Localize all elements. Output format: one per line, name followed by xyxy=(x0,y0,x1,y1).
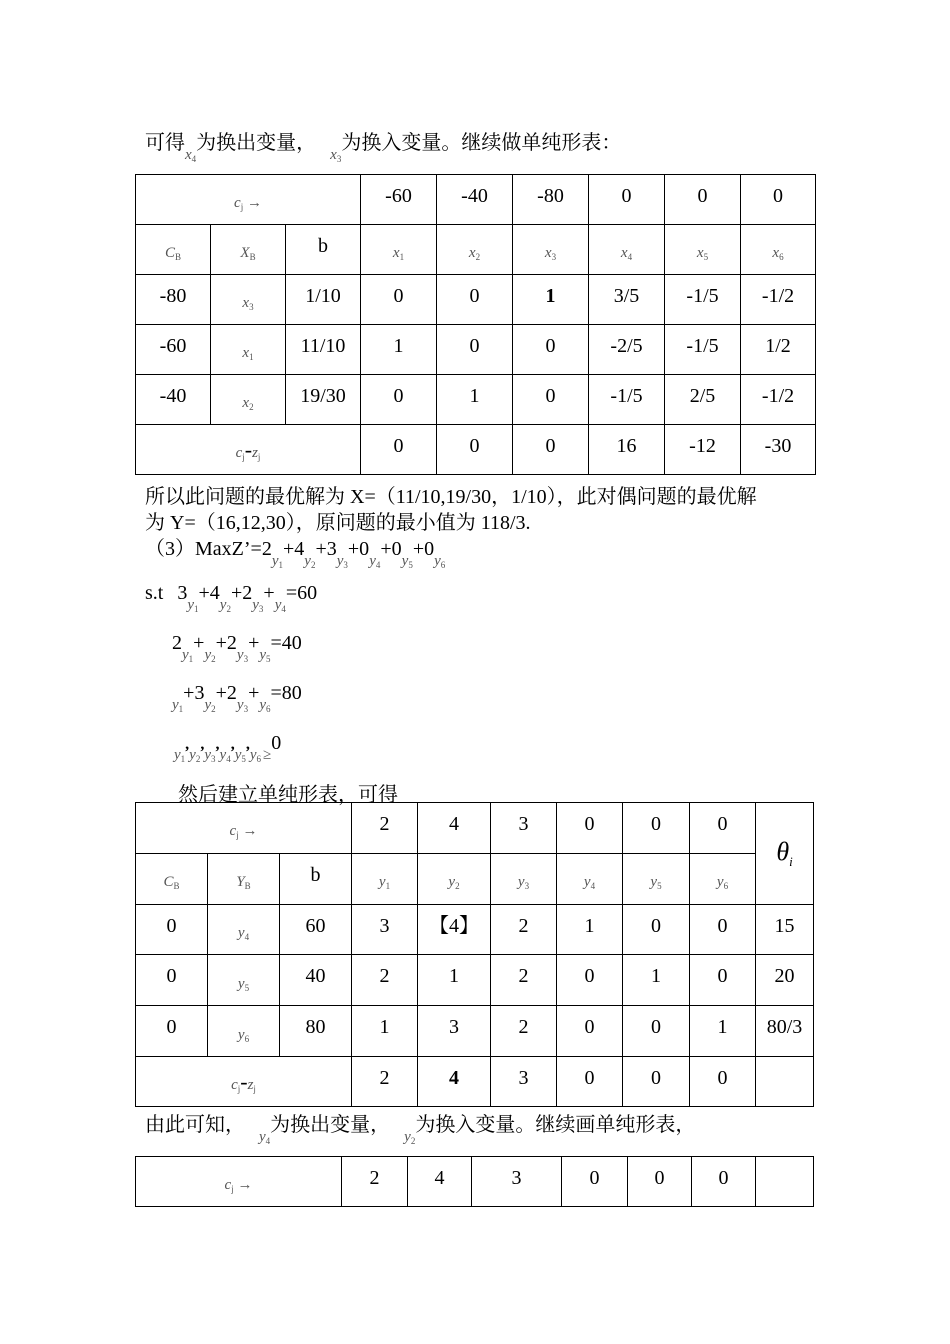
leaving-var: x4 xyxy=(185,147,197,164)
nonnegativity: $_{y_1},_{y_2},_{y_3},_{y_4},_{y_5},_{y_6}$ $_\ge$0 xyxy=(174,732,282,764)
leaving-var: y4 xyxy=(259,1129,271,1146)
cb-header: $C_B$ xyxy=(136,225,211,275)
reduced-cost-row: $c_j-z_j$ 0 0 0 16 -12 -30 xyxy=(136,425,816,475)
theta-header: $\theta_i$ xyxy=(756,803,814,905)
yb-header: $Y_B$ xyxy=(208,854,280,905)
cj-label: $c_j$ → xyxy=(136,803,352,854)
pivot-cell: 1 xyxy=(513,275,589,325)
intro-line: 可得$_{x_4}$为换出变量，$_{x_3}$为换入变量。继续做单纯形表： xyxy=(145,132,622,164)
conclusion-line-2: 为 Y=（16,12,30），原问题的最小值为 118/3. xyxy=(145,512,531,534)
theta-value: 15 xyxy=(756,905,814,955)
basis-var: $x_1$ xyxy=(211,325,286,375)
basis-var: $y_5$ xyxy=(208,955,280,1006)
table-row: -40 $x_2$ 19/30 0 1 0 -1/5 2/5 -1/2 xyxy=(136,375,816,425)
cj-value: -80 xyxy=(513,175,589,225)
reduced-cost-row: $c_j-z_j$ 2 4 3 0 0 0 xyxy=(136,1057,814,1107)
theta-value: 80/3 xyxy=(756,1006,814,1057)
basis-var: $y_6$ xyxy=(208,1006,280,1057)
next-step-line: 由此可知，$_{y_4}$为换出变量，$_{y_2}$为换入变量。继续画单纯形表， xyxy=(145,1114,696,1146)
var-header: $y_1$ xyxy=(352,854,418,905)
conclusion-line-1: 所以此问题的最优解为 X=（11/10,19/30，1/10），此对偶问题的最优解 xyxy=(145,486,757,508)
cj-zj-label: $c_j-z_j$ xyxy=(136,425,361,475)
constraint-2: $2_{y_1}+_{y_2}+2_{y_3}+_{y_5}=40$ xyxy=(172,632,302,664)
cj-value: 0 xyxy=(665,175,741,225)
var-header: $y_4$ xyxy=(557,854,623,905)
theta-value: 20 xyxy=(756,955,814,1006)
cb-header: $C_B$ xyxy=(136,854,208,905)
basis-var: $y_4$ xyxy=(208,905,280,955)
basis-var: $x_3$ xyxy=(211,275,286,325)
constraint-3: $_{y_1}+3_{y_2}+2_{y_3}+_{y_6}=80$ xyxy=(172,682,302,714)
var-header: $y_6$ xyxy=(690,854,756,905)
xb-header: $X_B$ xyxy=(211,225,286,275)
var-header: $x_5$ xyxy=(665,225,741,275)
pivot-cell: 【4】 xyxy=(418,905,491,955)
cj-label: $c_j$ → xyxy=(136,175,361,225)
b-header: b xyxy=(286,225,361,275)
constraint-1: s.t $3_{y_1}+4_{y_2}+2_{y_3}+_{y_4}=60$ xyxy=(145,582,318,614)
table-row: 0 $y_6$ 80 1 3 2 0 0 1 80/3 xyxy=(136,1006,814,1057)
cj-value: -40 xyxy=(437,175,513,225)
table-row: 0 $y_5$ 40 2 1 2 0 1 0 20 xyxy=(136,955,814,1006)
simplex-table-1 xyxy=(135,174,816,475)
cj-label: $c_j$ → xyxy=(136,1157,342,1207)
cj-value: 0 xyxy=(589,175,665,225)
var-header: $y_5$ xyxy=(623,854,690,905)
then-text: 然后建立单纯形表，可得 xyxy=(178,784,398,806)
var-header: $x_2$ xyxy=(437,225,513,275)
var-header: $x_4$ xyxy=(589,225,665,275)
simplex-table-3: $c_j$ → 2 4 3 0 0 0 xyxy=(135,1156,814,1207)
b-header: b xyxy=(280,854,352,905)
entering-var: x3 xyxy=(330,147,342,164)
var-header: $x_6$ xyxy=(741,225,816,275)
cj-value: -60 xyxy=(361,175,437,225)
cj-zj-label: $c_j-z_j$ xyxy=(136,1057,352,1107)
table-row: 0 $y_4$ 60 3 【4】 2 1 0 0 15 xyxy=(136,905,814,955)
var-header: $x_3$ xyxy=(513,225,589,275)
basis-var: $x_2$ xyxy=(211,375,286,425)
objective-function: $(3)MaxZ’=2_{y_1}+4_{y_2}+3_{y_3}+0_{y_4}+0_{y_5}+0_{y_6}$ xyxy=(145,538,446,570)
cj-value: 0 xyxy=(741,175,816,225)
simplex-table-2: $c_j$ → 2 4 3 0 0 0 $\theta_i$ $C_B$ $Y_B$ b $y_1$ $y_2$ $y_3$ $y_4$ $y_5$ $y_6$ 0 $y_4$ 60 3 【4】 2 1 0 0 15 0 $y_5$ 40 2 1 2 0 1 0 20 0 $y_6$ 80 1 3 2 0 0 1 80/3 $c_j-z_j$ 2 4 3 0 0 0 xyxy=(135,802,814,1107)
table-row: -80 $x_3$ 1/10 0 0 1 3/5 -1/5 -1/2 xyxy=(136,275,816,325)
var-header: $y_3$ xyxy=(491,854,557,905)
table-row: -60 $x_1$ 11/10 1 0 0 -2/5 -1/5 1/2 xyxy=(136,325,816,375)
entering-var: y2 xyxy=(404,1129,416,1146)
var-header: $x_1$ xyxy=(361,225,437,275)
var-header: $y_2$ xyxy=(418,854,491,905)
